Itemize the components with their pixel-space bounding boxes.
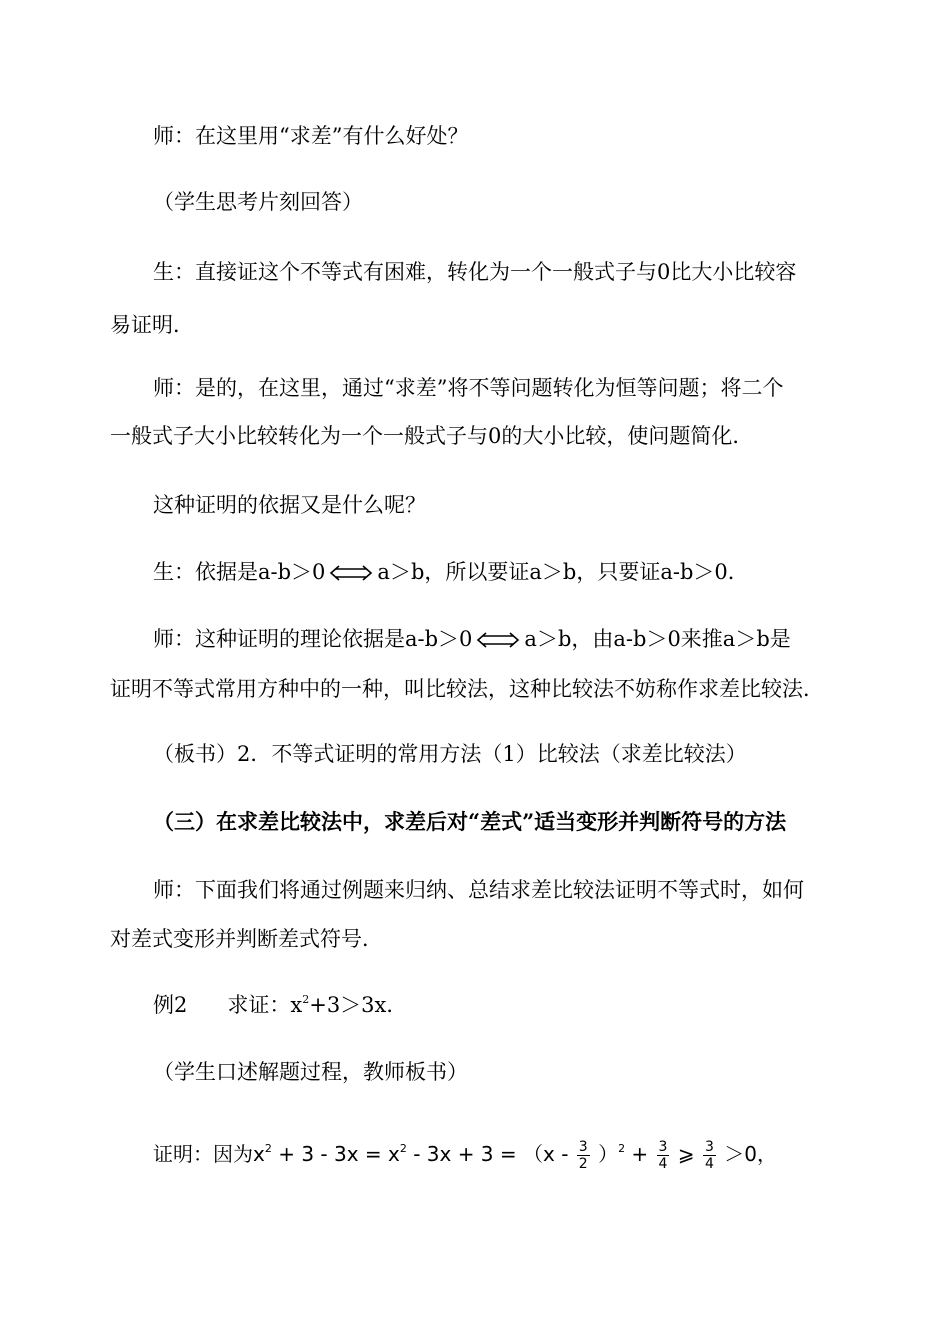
theory-after: a＞b，由a-b＞0来推a＞b是 [524,627,791,651]
fraction [657,1140,670,1171]
double-arrow-icon [329,560,373,588]
fraction [703,1140,716,1171]
fraction-numerator: 3 [704,1139,714,1155]
fraction-numerator: 3 [658,1139,668,1155]
example-label: 例2 [153,993,188,1017]
proof-text: + [631,1142,649,1166]
fraction-numerator: 3 [578,1139,588,1155]
paragraph-line: （学生思考片刻回答） [153,190,363,214]
example-suffix: +3＞3x． [309,993,408,1017]
paragraph-line: 对差式变形并判断差式符号． [110,927,383,951]
example-line [153,991,407,1019]
paragraph-line: （学生口述解题过程，教师板书） [153,1060,468,1084]
fraction-denominator: 4 [658,1156,668,1172]
paragraph-line: 这种证明的依据又是什么呢？ [153,493,426,517]
fraction [577,1140,590,1171]
proof-text: + 3 - 3x = x [278,1142,400,1166]
proof-text: - 3x + 3 = （x - [413,1142,569,1166]
basis-before: 生：依据是a-b＞0 [153,560,326,584]
proof-text: 证明：因为x [153,1142,265,1166]
example-prefix: 求证：x [227,993,303,1017]
paragraph-line: 易证明． [110,313,194,337]
theory-before: 师：这种证明的理论依据是a-b＞0 [153,627,473,651]
section-heading: （三）在求差比较法中，求差后对“差式”适当变形并判断符号的方法 [153,809,787,834]
proof-exponent: 2 [264,1142,272,1155]
proof-text: ⩾ [677,1142,695,1166]
double-arrow-icon [476,627,520,655]
example-exponent: 2 [302,993,310,1006]
theory-line [153,625,791,655]
proof-text: ＞0， [724,1142,777,1166]
paragraph-line: 证明不等式常用方种中的一种，叫比较法，这种比较法不妨称作求差比较法． [110,677,824,701]
fraction-denominator: 4 [704,1156,714,1172]
proof-exponent: 2 [399,1142,407,1155]
fraction-denominator: 2 [578,1156,588,1172]
paragraph-line: （板书）2．不等式证明的常用方法（1）比较法（求差比较法） [153,742,747,766]
paragraph-line: 师：下面我们将通过例题来归纳、总结求差比较法证明不等式时，如何 [153,878,804,902]
paragraph-line: 一般式子大小比较转化为一个一般式子与0的大小比较，使问题简化． [110,424,754,448]
proof-line [153,1139,777,1171]
proof-exponent: 2 [618,1142,626,1155]
paragraph-line: 师：在这里用“求差”有什么好处？ [153,124,469,148]
basis-after: a＞b，所以要证a＞b，只要证a-b＞0． [377,560,749,584]
paragraph-line: 师：是的，在这里，通过“求差”将不等问题转化为恒等问题；将二个 [153,376,784,400]
proof-text: ） [598,1142,619,1166]
paragraph-line: 生：直接证这个不等式有困难，转化为一个一般式子与0比大小比较容 [153,260,797,284]
basis-line [153,558,749,588]
